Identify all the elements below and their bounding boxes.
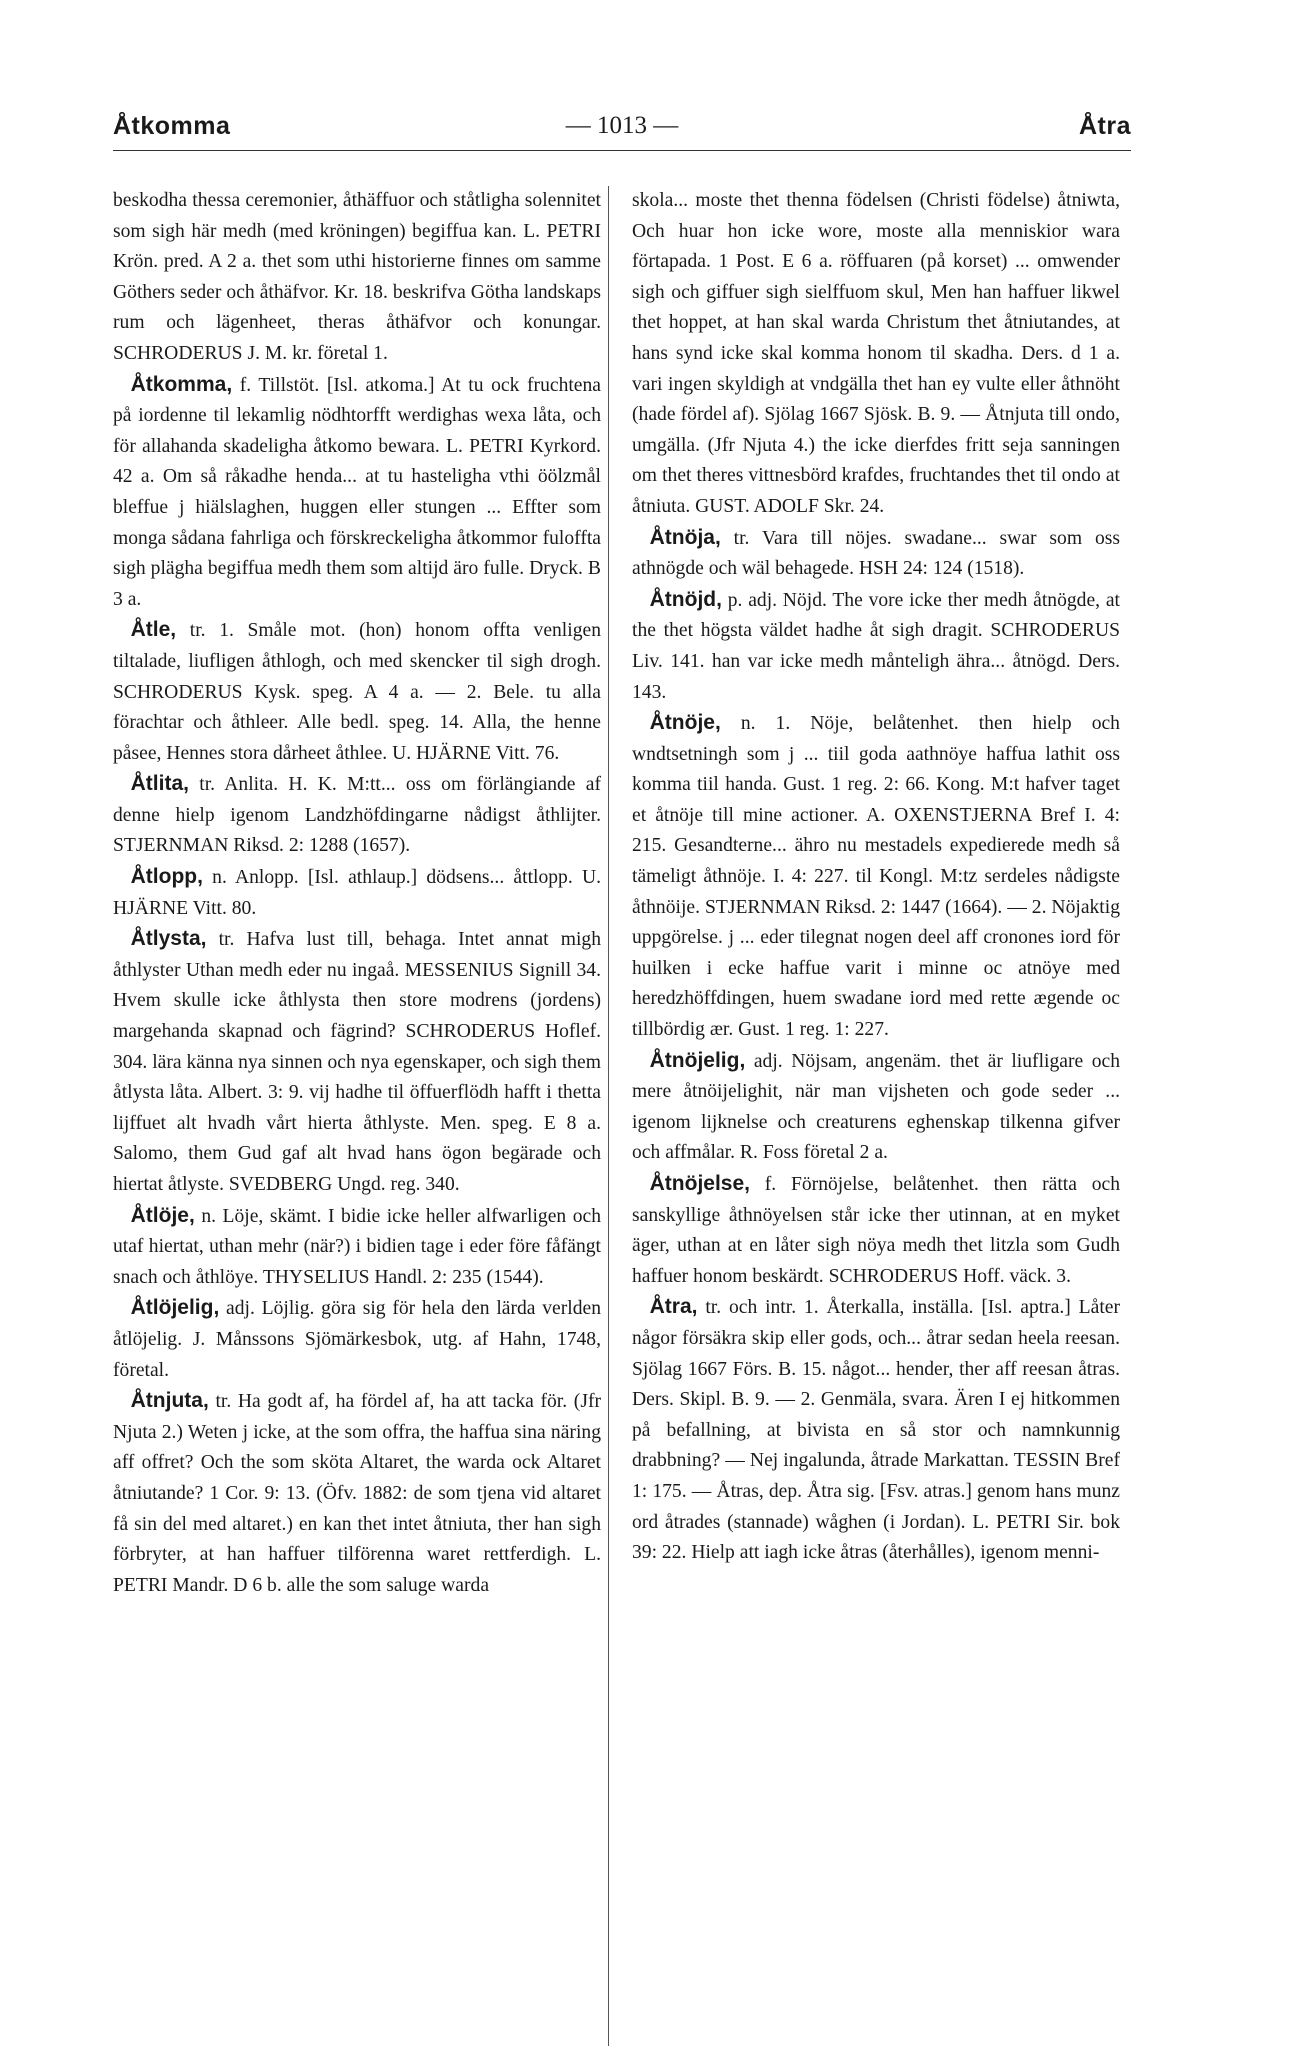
dictionary-entry [632,1169,1120,1292]
entry-headword: Åtnöjd, [649,587,722,611]
entry-headword: Åtlopp, [130,865,203,889]
entry-headword: Åtlysta, [130,927,207,951]
entry-headword: Åtkomma, [130,372,233,396]
entry-text: n. Anlopp. [Isl. athlaup.] dödsens... åttlopp. U. HJÄRNE Vitt. 80. [113,867,601,919]
entry-headword: Åtlöjelig, [130,1296,220,1320]
dictionary-entry [113,1386,601,1601]
dictionary-entry [632,523,1120,585]
entry-text: f. Förnöjelse, belåtenhet. then rätta och sanskyllige åthnöyelsen står icke ther utinnan, at en myket äger, uthan at en låter sigh nöya medh thet litzla som Gudh haffuer honom beskärdt. SCHRODERUS Hoff. väck. 3. [632,1174,1120,1287]
entry-text: skola... moste thet thenna födelsen (Christi födelse) åtniwta, Och huar hon icke wore, moste alla menniskior wara förtapada. 1 Post. E 6 a. röffuaren (på korset) ... omwender sigh och giffuer sigh sielffuom skul, Men han haffuer likwel thet hoppet, at han skal warda Christum thet åtniutandes, at hans synd icke skal komma honom til skadha. Ders. d 1 a. vari ingen skyldigh at vndgälla thet han ey vulte eller åthnöht (hade fördel af). Sjölag 1667 Sjösk. B. 9. — Åtnjuta till ondo, umgälla. (Jfr Njuta 4.) the icke dierfdes fritt seja sanningen om thet theres vittnesbörd krafdes, fruchtandes thet til ondo at åtniuta. GUST. ADOLF Skr. 24. [632,190,1120,517]
entry-text: p. adj. Nöjd. The vore icke ther medh åtnögde, at the thet högsta väldet hadhe åt sigh dragit. SCHRODERUS Liv. 141. han var icke medh månteligh ähra... åtnögd. Ders. 143. [632,589,1120,703]
dictionary-entry [632,708,1120,1046]
entry-text: n. Löje, skämt. I bidie icke heller alfwarligen och utaf hiertat, uthan mehr (när?) i bidien tage i eder före fåfängt snach och åthlöye. THYSELIUS Handl. 2: 235 (1544). [113,1205,601,1288]
dictionary-entry [113,924,601,1200]
entry-continuation [113,186,601,370]
dictionary-entry [632,1046,1120,1169]
entry-headword: Åtnöjelig, [649,1048,746,1072]
entry-headword: Åtnöja, [649,525,721,549]
entry-headword: Åtlöje, [130,1203,195,1227]
dictionary-entry [113,1293,601,1386]
left-column [113,186,601,1601]
entry-text: beskodha thessa ceremonier, åthäffuor och ståtligha solennitet som sigh här medh (med kröningen) begiffua kan. L. PETRI Krön. pred. A 2 a. thet som uthi historierne finnes om samme Göthers seder och åthäfvor. Kr. 18. beskrifva Götha landskaps rum och lägenheet, theras åthäfvor och konungar. SCHRODERUS J. M. kr. företal 1. [113,190,601,364]
entry-text: n. 1. Nöje, belåtenhet. then hielp och wndtsetningh som j ... tiil goda aathnöye haffua lathit oss komma tiil handa. Gust. 1 reg. 2: 66. Kong. M:t hafver taget et åtnöje till mine actioner. A. OXENSTJERNA Bref I. 4: 215. Gesandterne... ähro nu mestadels expedierede medh så tämeligt åthnöje. I. 4: 227. til Kongl. M:tz serdeles nådigste åthnöije. STJERNMAN Riksd. 2: 1447 (1664). — 2. Nöjaktig uppgörelse. j ... eder tilegnat nogen deel aff cronones iord för huilken i ecke haffue varit i minne oc atnöye med heredzhöffdingen, huem swadane iord med rette ægende oc tillbördig ær. Gust. 1 reg. 1: 227. [632,713,1120,1041]
entry-headword: Åtle, [130,618,177,642]
dictionary-entry [113,862,601,924]
entry-text: tr. Ha godt af, ha fördel af, ha att tacka för. (Jfr Njuta 2.) Weten j icke, at the som offra, the haffua sina näring aff offret? Och the som sköta Altaret, the warda ock Altaret åtniutande? 1 Cor. 9: 13. (Öfv. 1882: de som tjena vid altaret få sin del med altaret.) en kan thet intet åtniuta, ther han sigh förbryter, at han haffuer tilförenna waret rettferdigh. L. PETRI Mandr. D 6 b. alle the som saluge warda [113,1391,601,1596]
left-guide-word: Åtkomma [113,112,231,140]
entry-text: adj. Löjlig. göra sig för hela den lärda verlden åtlöjelig. J. Månssons Sjömärkesbok, utg. af Hahn, 1748, företal. [113,1298,601,1381]
column-divider [608,186,609,2046]
entry-text: f. Tillstöt. [Isl. atkoma.] At tu ock fruchtena på iordenne til lekamlig nödhtorfft werdighas wexa låta, och för allahanda skadeligha åtkomo bewara. L. PETRI Kyrkord. 42 a. Om så råkadhe henda... at tu hasteligha vthi öölzmål bleffue j hiälslaghen, huggen eller stungen ... Effter som monga sådana fahrliga och förskreckeligha åtkommor fuloffta sigh plägha begiffua medh them som altijd äro fulle. Dryck. B 3 a. [113,374,601,610]
entry-text: tr. Anlita. H. K. M:tt... oss om förlängiande af denne hielp igenom Landzhöfdingarne nådigst åthlijter. STJERNMAN Riksd. 2: 1288 (1657). [113,774,601,857]
dictionary-entry [632,1292,1120,1568]
running-header [113,112,1131,152]
entry-continuation [632,186,1120,523]
entry-text: tr. och intr. 1. Återkalla, inställa. [Isl. aptra.] Låter någor försäkra skip eller gods, och... åtrar sedan heela reesan. Sjölag 1667 Förs. B. 15. något... hender, ther aff reesan åtras. Ders. Skipl. B. 9. — 2. Genmäla, svara. Ären I ej hitkommen på befallning, at bivista en så stor och namnkunnig drabbning? — Nej ingalunda, åtrade Markattan. TESSIN Bref 1: 175. — Åtras, dep. Åtra sig. [Fsv. atras.] genom hans munz ord åtrades (stannade) wåghen (i Jordan). L. PETRI Sir. bok 39: 22. Hielp att iagh icke åtras (återhålles), igenom menni- [632,1297,1120,1564]
right-guide-word: Åtra [1078,112,1131,140]
dictionary-entry [632,585,1120,708]
right-column [632,186,1120,1569]
entry-text: tr. 1. Småle mot. (hon) honom offta venligen tiltalade, liufligen åthlogh, och med skencker til sigh drogh. SCHRODERUS Kysk. speg. A 4 a. — 2. Bele. tu alla förachtar och åthleer. Alle bedl. speg. 14. Alla, the henne påsee, Hennes stora dårheet åthlee. U. HJÄRNE Vitt. 76. [113,620,601,764]
entry-headword: Åtlita, [130,772,189,796]
entry-headword: Åtnöjelse, [649,1172,750,1195]
entry-headword: Åtnjuta, [130,1389,209,1413]
dictionary-entry [113,615,601,769]
entry-text: tr. Hafva lust till, behaga. Intet annat migh åthlyster Uthan medh eder nu ingaå. MESSENIUS Signill 34. Hvem skulle icke åthlysta then store modrens (jordens) margehanda skapnad och fägrind? SCHRODERUS Hoflef. 304. lära känna nya sinnen och nya egenskaper, och sigh them åtlysta låta. Albert. 3: 9. vij hadhe til öffuerflödh hafft i thetta lijffuet alt hvadh vårt hierta åthlyste. Men. speg. E 8 a. Salomo, them Gud gaf alt hvad hans ögon begärade och hiertat åtlyste. SVEDBERG Ungd. reg. 340. [113,929,601,1195]
entry-text: adj. Nöjsam, angenäm. thet är liufligare och mere åtnöijelighit, när man vijsheten och gode seder ... igenom lijknelse och creaturens eghenskap tilkenna gifver och affmålar. R. Foss företal 2 a. [632,1050,1120,1164]
header-rule [113,150,1131,151]
entry-headword: Åtnöje, [649,711,721,735]
entry-text: tr. Vara till nöjes. swadane... swar som oss athnögde och wäl behagede. HSH 24: 124 (1518). [632,527,1120,580]
dictionary-entry [113,370,601,616]
entry-headword: Åtra, [649,1295,698,1319]
page-number: — 1013 — [565,112,679,139]
dictionary-entry [113,769,601,862]
dictionary-entry [113,1201,601,1294]
